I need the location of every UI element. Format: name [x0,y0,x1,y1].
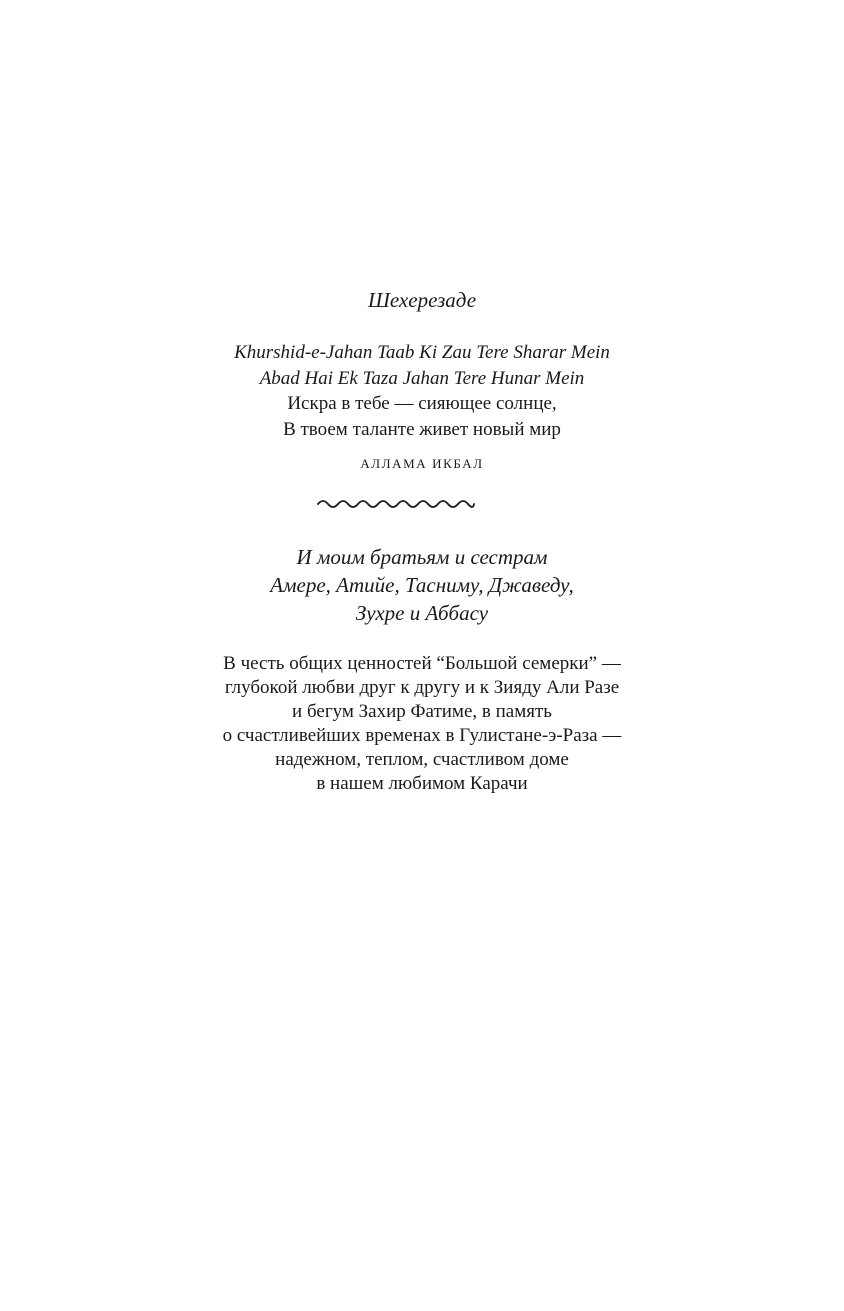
tribute-line: о счастливейших временах в Гулистане-э-Раза — [222,725,622,746]
epigraph [0,340,844,442]
epigraph-attribution [0,455,844,473]
tribute-line: надежном, теплом, счастливом доме [275,749,569,770]
siblings-dedication-line: Амере, Атийе, Тасниму, Джаведу, [270,573,574,597]
epigraph-original-line: Khurshid-e-Jahan Taab Ki Zau Tere Sharar Mein [234,342,610,363]
siblings-dedication [0,543,844,627]
epigraph-translation-line: Искра в тебе — сияющее солнце, [287,393,557,414]
tribute-line: В честь общих ценностей “Большой семерки” — [223,653,621,674]
dedication-title [0,287,844,313]
dedication-title-text: Шехерезаде [367,288,477,312]
tribute-paragraph [0,652,844,796]
epigraph-original-line: Abad Hai Ek Taza Jahan Tere Hunar Mein [259,367,585,389]
tribute-line: глубокой любви друг к другу и к Зияду Али Разе [224,677,620,698]
epigraph-translation-line: В твоем таланте живет новый мир [283,418,561,440]
wavy-line-ornament-icon [316,497,476,511]
attribution-text: АЛЛАМА ИКБАЛ [360,456,484,471]
siblings-dedication-line: И моим братьям и сестрам [296,545,548,569]
siblings-dedication-line: Зухре и Аббасу [355,601,489,625]
tribute-line: в нашем любимом Карачи [316,773,528,794]
tribute-line: и бегум Захир Фатиме, в память [292,701,552,722]
